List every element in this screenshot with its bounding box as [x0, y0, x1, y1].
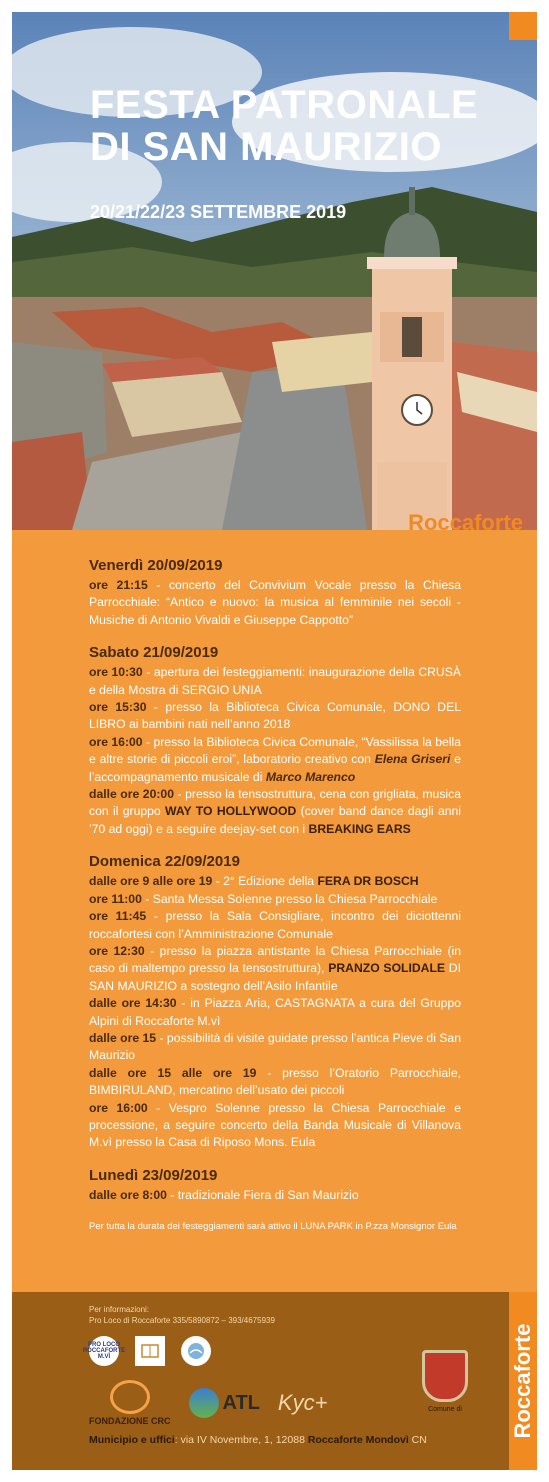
day-friday [89, 556, 461, 629]
day-title: Lunedì 23/09/2019 [89, 1166, 218, 1184]
atl-logo [189, 1388, 260, 1418]
contact-info [89, 1304, 275, 1326]
item-text: - presso la piazza antistante la Chiesa Parrocchiale (in caso di maltempo presso la tensostruttura), [89, 943, 461, 976]
item-emphasis: Marco Marenco [265, 769, 356, 784]
item-text: - Santa Messa Solenne presso la Chiesa Parrocchiale [141, 891, 438, 906]
program-item [89, 1187, 461, 1204]
crc-label: FONDAZIONE CRC [89, 1416, 171, 1426]
event-dates: 20/21/22/23 SETTEMBRE 2019 [90, 202, 347, 222]
item-text: - presso l’Oratorio Parrocchiale, BIMBIRULAND, mercatino dell’usato dei piccoli [89, 1065, 462, 1098]
event-title [90, 84, 478, 168]
program-item [89, 1030, 461, 1065]
atl-mark-icon [189, 1388, 219, 1418]
program-item [89, 1065, 461, 1100]
item-highlight: FERA DR BOSCH [317, 874, 419, 889]
program-item [89, 1100, 461, 1152]
address-text: : via IV Novembre, 1, 12088 [174, 1434, 308, 1446]
item-text: e l’accompagnamento musicale di [89, 752, 461, 784]
sponsor-logos-row [82, 1336, 211, 1366]
item-time: ore 21:15 [89, 578, 148, 592]
comune-label: Comune di [428, 1406, 462, 1413]
item-emphasis: Elena Griseri [374, 752, 451, 767]
item-time: ore 15:30 [89, 700, 147, 715]
crc-mark-icon [110, 1380, 150, 1414]
day-saturday [89, 643, 461, 838]
item-time: ore 11:00 [89, 891, 142, 906]
item-text: - tradizionale Fiera di San Maurizio [166, 1187, 359, 1202]
program-item [89, 699, 461, 734]
program-item [89, 873, 461, 890]
item-text: - presso la tensostruttura, cena con grigliata, musica con il gruppo [89, 787, 461, 819]
sponsor-logos-main [89, 1380, 327, 1426]
partner-badge-logo [181, 1336, 211, 1366]
atl-label: ATL [222, 1391, 260, 1414]
item-time: ore 16:00 [89, 734, 143, 749]
program-item [89, 995, 461, 1030]
address-label: Municipio e uffici [89, 1434, 175, 1446]
day-title: Domenica 22/09/2019 [89, 853, 240, 871]
item-highlight: BREAKING EARS [308, 821, 411, 836]
item-time: ore 10:30 [89, 665, 143, 680]
day-sunday [89, 852, 461, 1152]
proloco-logo: PRO LOCO ROCCAFORTE M.VÌ [89, 1336, 119, 1366]
program-item [89, 943, 461, 995]
item-text: (cover band dance dagli anni ’70 ad oggi) e a seguire deejay-set con i [89, 804, 461, 836]
item-text: - Vespro Solenne presso la Chiesa Parrocchiale e processione, a seguire concerto della Banda Musicale di Villanova M.vì presso la Casa di Riposo Mons. Eula [89, 1100, 461, 1150]
day-monday [89, 1166, 461, 1204]
footer [12, 1292, 537, 1470]
vertical-brand: Roccaforte [510, 1323, 535, 1439]
item-text: DI SAN MAURIZIO a sostegno dell’Asilo Infantile [89, 961, 461, 993]
item-text: - concerto del Convivium Vocale presso la Chiesa Parrocchiale: “Antico e nuovo: la musica al femminile nei secoli - Musiche di Antonio Vivaldi e Giuseppe Cappotto” [89, 578, 461, 627]
item-text: - possibilità di visite guidate presso l’antica Pieve di San Maurizio [89, 1030, 461, 1063]
program-item [89, 908, 461, 943]
address [89, 1434, 427, 1446]
item-text: - presso la Sala Consigliare, incontro dei diciottenni roccafortesi con l’Amministrazione Comunale [89, 909, 461, 941]
day-title: Venerdì 20/09/2019 [89, 557, 223, 574]
item-time: dalle ore 14:30 [89, 996, 177, 1011]
item-highlight: PRANZO SOLIDALE [328, 961, 446, 976]
item-time: ore 16:00 [89, 1100, 148, 1115]
item-highlight: WAY TO HOLLYWOOD [165, 804, 297, 819]
item-text: - in Piazza Aria, CASTAGNATA a cura del Gruppo Alpini di Roccaforte M.vì [89, 996, 461, 1028]
address-prov: CN [408, 1434, 427, 1446]
program-item [89, 734, 461, 786]
poster [12, 12, 537, 1470]
vertical-brand-strip [509, 1292, 537, 1470]
kyc-logo: Kyc+ [277, 1390, 328, 1415]
library-logo [135, 1336, 165, 1366]
corner-accent [509, 12, 537, 40]
day-title: Sabato 21/09/2019 [89, 644, 219, 662]
title-line-1: FESTA PATRONALE [90, 83, 479, 127]
item-time: ore 11:45 [89, 909, 147, 924]
item-time: ore 12:30 [89, 943, 145, 958]
town-tag: Roccaforte [408, 510, 523, 535]
item-time: dalle ore 8:00 [89, 1187, 167, 1202]
program-item [89, 664, 461, 699]
item-text: - presso la Biblioteca Civica Comunale, “Vassilissa la bella e altre storie di piccoli eroi”, laboratorio creativo con [89, 734, 461, 767]
luna-park-note: Per tutta la durata dei festeggiamenti sarà attivo il LUNA PARK in P.zza Monsignor Eula [89, 1221, 457, 1233]
program [89, 556, 461, 1236]
program-item [89, 786, 461, 838]
item-time: dalle ore 9 alle ore 19 [89, 874, 213, 889]
info-line: Pro Loco di Roccaforte 335/5890872 – 393/4675939 [89, 1316, 275, 1325]
item-text: - presso la Biblioteca Civica Comunale, DONO DEL LIBRO ai bambini nati nell’anno 2018 [89, 700, 461, 732]
info-label: Per informazioni: [89, 1305, 150, 1314]
comune-crest [410, 1350, 480, 1413]
fondazione-crc-logo [89, 1380, 171, 1426]
item-text: - 2° Edizione della [212, 874, 318, 889]
item-time: dalle ore 20:00 [89, 787, 174, 802]
item-text: - apertura dei festeggiamenti: inaugurazione della CRUSÀ e della Mostra di SERGIO UNIA [89, 665, 461, 697]
item-time: dalle ore 15 alle ore 19 [89, 1065, 257, 1080]
program-item [89, 891, 461, 908]
crest-icon [422, 1350, 468, 1402]
address-town: Roccaforte Mondovì [307, 1434, 409, 1446]
title-line-2: DI SAN MAURIZIO [90, 125, 442, 169]
item-time: dalle ore 15 [89, 1030, 157, 1045]
program-item [89, 577, 461, 629]
